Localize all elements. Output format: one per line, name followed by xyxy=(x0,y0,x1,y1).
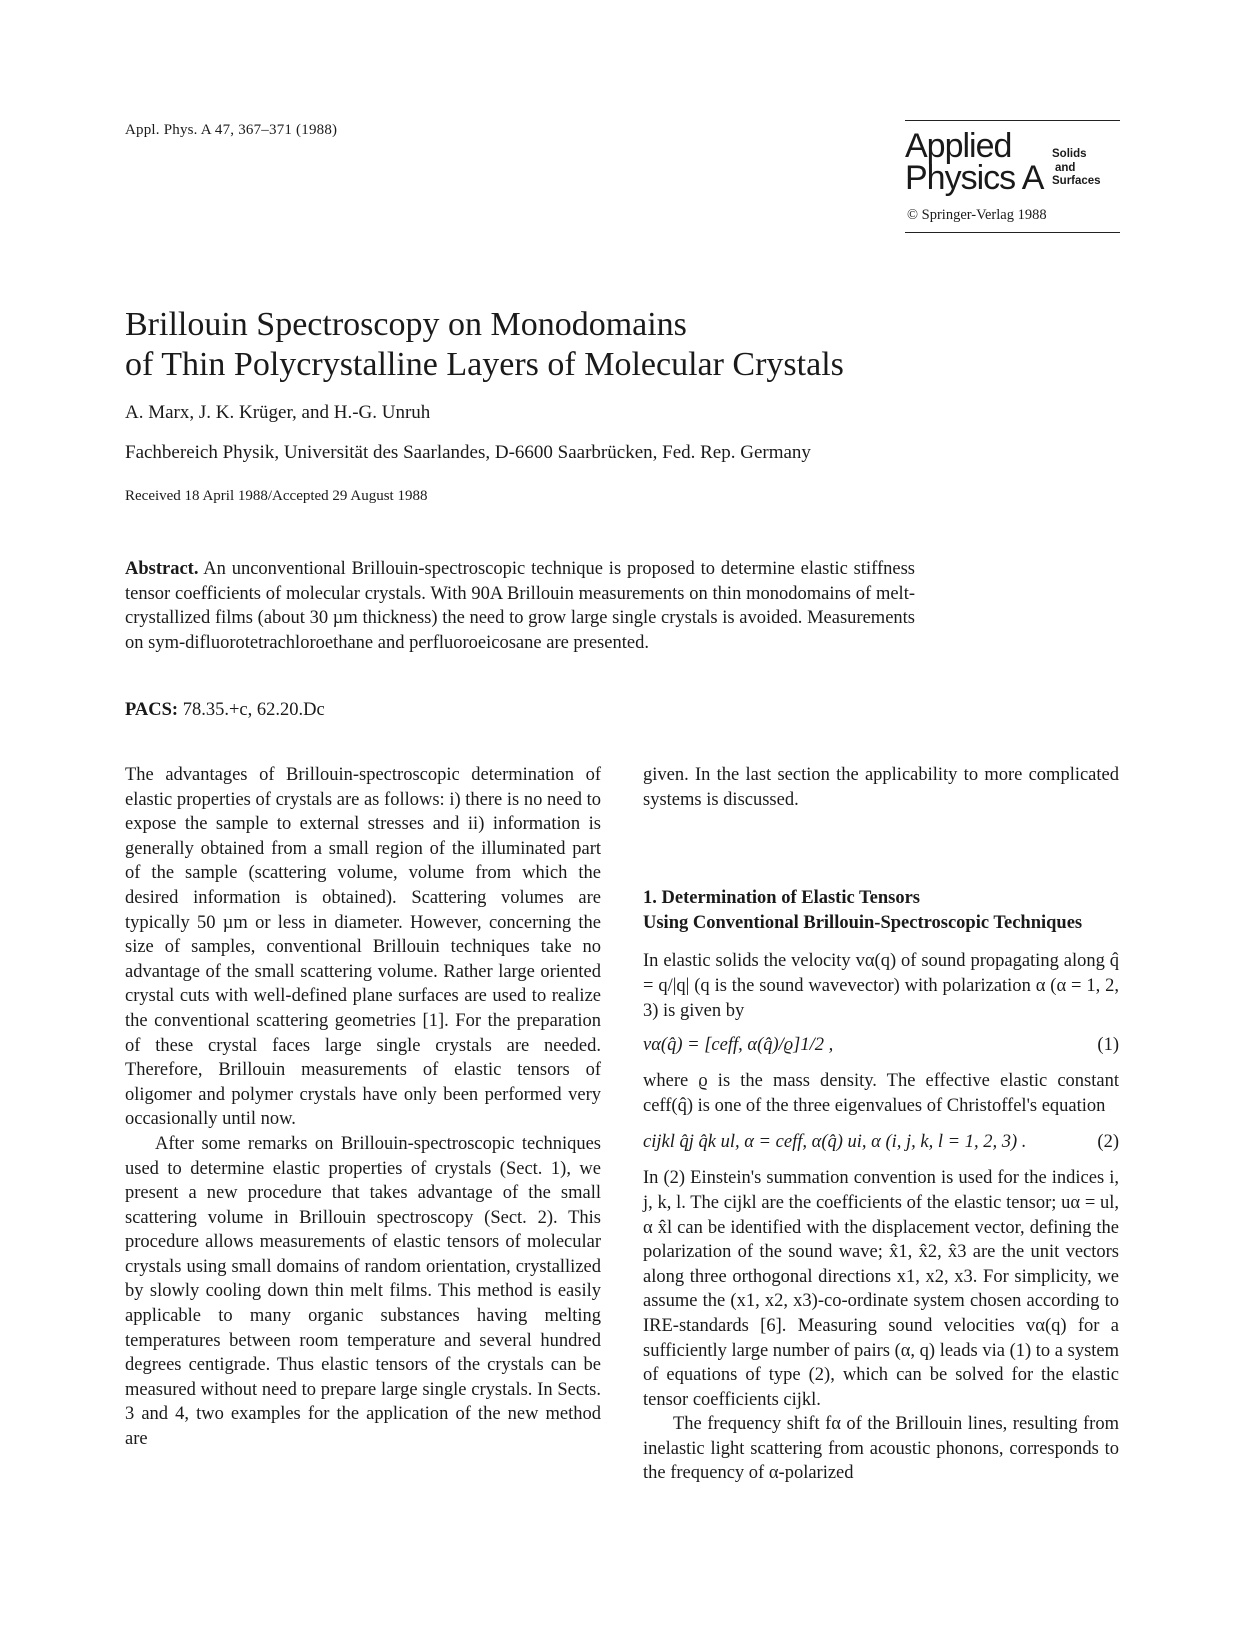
intro-paragraph-continued: given. In the last section the applicability to more complicated systems is discussed. xyxy=(643,765,1119,810)
top-rule xyxy=(905,120,1120,121)
intro-paragraph-2: After some remarks on Brillouin-spectroscopic techniques used to determine elastic properties of crystals (Sect. 1), we present a new procedure that takes advantage of the small scattering volume in Brillouin spectroscopy (Sect. 2). This procedure allows measurements of elastic tensors of molecular crystals using small domains of random orientation, crystallized by slowly cooling down thin melt films. This method is easily applicable to many organic substances having melting temperatures between room temperature and several hundred degrees centigrade. Thus elastic tensors of the crystals can be measured without need to prepare large single crystals. In Sects. 3 and 4, two examples for the application of the new method are xyxy=(125,1133,601,1450)
right-column xyxy=(643,763,1119,1486)
journal-box xyxy=(905,120,1120,233)
journal-subtitle-solids: Solids xyxy=(1052,148,1087,160)
authors: A. Marx, J. K. Krüger, and H.-G. Unruh xyxy=(125,402,431,423)
abstract xyxy=(125,557,915,655)
section-paragraph-1: In elastic solids the velocity vα(q) of sound propagating along q̂ = q/|q| (q is the sound wavevector) with polarization α (α = 1, 2, 3) is given by xyxy=(643,951,1119,1021)
title-line-2: of Thin Polycrystalline Layers of Molecular Crystals xyxy=(125,346,844,383)
equation-2-body: cijkl q̂j q̂k ul, α = ceff, α(q̂) ui, α (i, j, k, l = 1, 2, 3) . xyxy=(643,1132,1027,1153)
affiliation: Fachbereich Physik, Universität des Saarlandes, D-6600 Saarbrücken, Fed. Rep. Germany xyxy=(125,442,811,463)
equation-2-number: (2) xyxy=(1097,1132,1119,1153)
abstract-label: Abstract. xyxy=(125,559,199,579)
pacs-label: PACS: xyxy=(125,700,179,720)
abstract-text: An unconventional Brillouin-spectroscopic technique is proposed to determine elastic stiffness tensor coefficients of molecular crystals. With 90A Brillouin measurements on thin monodomains of melt-crystallized films (about 30 µm thickness) the need to grow large single crystals is avoided. Measurements on sym-difluorotetrachloroethane and perfluoroeicosane are presented. xyxy=(125,559,916,653)
bottom-rule xyxy=(905,232,1120,233)
intro-paragraph-1: The advantages of Brillouin-spectroscopic determination of elastic properties of crystals are as follows: i) there is no need to expose the sample to external stresses and ii) information is generally obtained from a small region of the illuminated part of the sample (scattering volume, volume from which the desired information is obtained). Scattering volumes are typically 50 µm or less in diameter. However, concerning the size of samples, conventional Brillouin techniques take no advantage of the small scattering volume. Rather large oriented crystal cuts with well-defined plane surfaces are used to realize the conventional scattering geometries [1]. For the preparation of these crystal faces large single crystals are needed. Therefore, Brillouin measurements of elastic tensors of oligomer and polymer crystals have only been performed very occasionally until now. xyxy=(125,765,601,1130)
journal-citation: Appl. Phys. A 47, 367–371 (1988) xyxy=(125,122,338,138)
journal-logo xyxy=(905,129,1120,203)
section-heading-line-1: 1. Determination of Elastic Tensors xyxy=(643,888,920,909)
equation-1-body: vα(q̂) = [ceff, α(q̂)/ϱ]1/2 , xyxy=(643,1035,834,1056)
article-title xyxy=(125,305,844,385)
journal-logo-line1: Applied xyxy=(905,127,1012,165)
received-date: Received 18 April 1988/Accepted 29 August 1988 xyxy=(125,488,428,504)
copyright: © Springer-Verlag 1988 xyxy=(907,207,1047,223)
section-paragraph-3: In (2) Einstein's summation convention is used for the indices i, j, k, l. The cijkl are the coefficients of the elastic tensor; uα = ul, α x̂l can be identified with the displacement vector, defining the polarization of the sound wave; x̂1, x̂2, x̂3 are the unit vectors along three orthogonal directions x1, x2, x3. For simplicity, we assume the (x1, x2, x3)-co-ordinate system chosen according to IRE-standards [6]. Measuring sound velocities vα(q) for a sufficiently large number of pairs (α, q) leads via (1) to a system of equations of type (2), which can be solved for the elastic tensor coefficients cijkl. xyxy=(643,1168,1120,1410)
equation-2 xyxy=(643,1130,1119,1158)
title-line-1: Brillouin Spectroscopy on Monodomains xyxy=(125,306,687,343)
section-heading-line-2: Using Conventional Brillouin-Spectroscopic Techniques xyxy=(643,912,1083,933)
pacs-codes: 78.35.+c, 62.20.Dc xyxy=(182,700,325,720)
journal-subtitle-and: and xyxy=(1055,162,1076,174)
section-paragraph-2: where ϱ is the mass density. The effective elastic constant ceff(q̂) is one of the three eigenvalues of Christoffel's equation xyxy=(643,1071,1119,1116)
left-column xyxy=(125,763,601,1452)
section-paragraph-4: The frequency shift fα of the Brillouin lines, resulting from inelastic light scattering from acoustic phonons, corresponds to the frequency of α-polarized xyxy=(643,1414,1119,1484)
pacs xyxy=(125,700,325,721)
journal-logo-line2: Physics A xyxy=(905,159,1044,197)
journal-subtitle-surfaces: Surfaces xyxy=(1052,175,1101,187)
equation-1 xyxy=(643,1033,1119,1061)
equation-1-number: (1) xyxy=(1097,1035,1119,1056)
section-heading xyxy=(643,886,1119,935)
